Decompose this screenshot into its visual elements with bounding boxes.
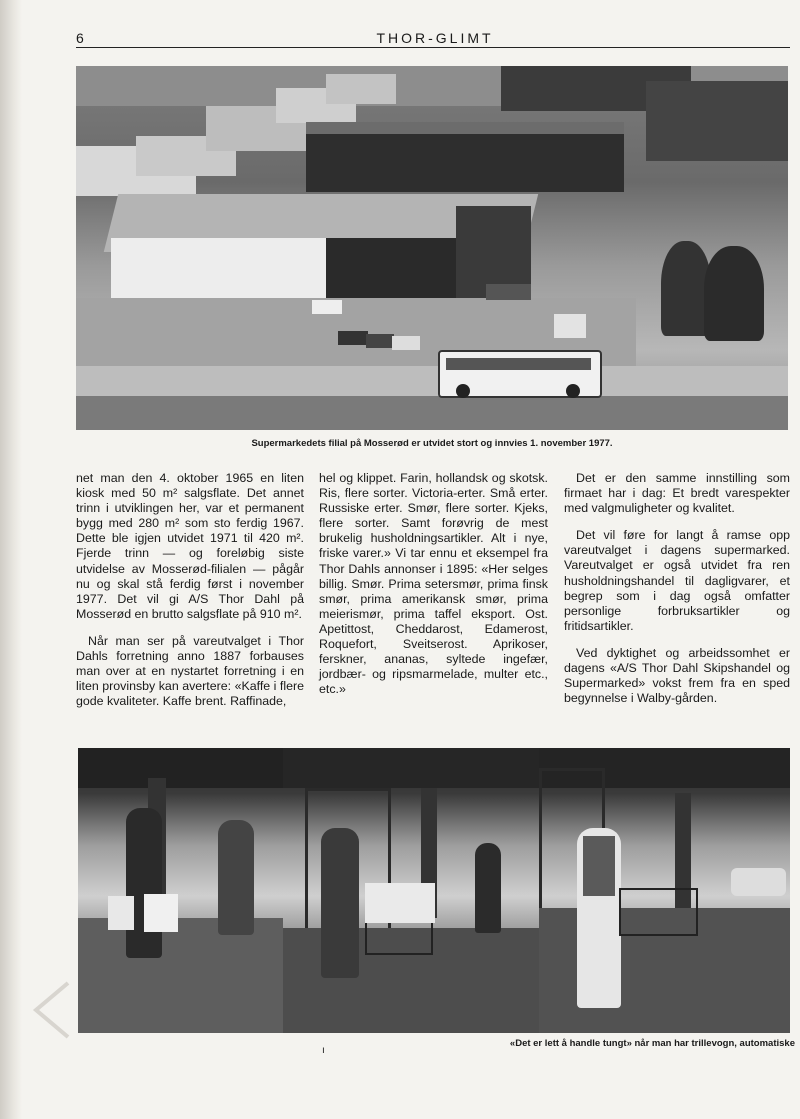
article-column-2 <box>319 471 548 709</box>
supermarket-aerial-photo <box>76 66 788 430</box>
shoppers-photo-left <box>78 748 283 1033</box>
top-photo-caption: Supermarkedets filial på Mosserød er utvidet stort og innvies 1. november 1977. <box>251 438 613 449</box>
article-paragraph: net man den 4. oktober 1965 en liten kiosk med 50 m² salgsflate. Det annet trinn i utviklingen her, var et permanent bygg med 280 m² som sto ferdig 1967. Dette ble igjen utvidet 1971 til 420 m². Fjerde trinn — og foreløbig siste utvidelse av Mosserød-filialen — pågår nu og skal stå ferdig først i november 1977. Det vil gi A/S Thor Dahl på Mosserød en brutto salgsflate på 910 m². <box>76 471 304 621</box>
left-arrow-icon <box>28 975 72 1050</box>
page-number: 6 <box>76 30 84 46</box>
page-binding-shadow <box>0 0 22 1119</box>
shoppers-photo-middle <box>283 748 539 1033</box>
article-paragraph: hel og klippet. Farin, hollandsk og skotsk. Ris, flere sorter. Victoria-erter. Små erter. Russiske erter. Smør, flere sorter. Kjeks, flere sorter. Samt forøvrig de mest brukelig husholdningsartikler. Alt i nye, friske varer.» Vi tar ennu et eksempel fra Thor Dahls annonser i 1895: «Her selges billig. Smør. Prima setersmør, prima finsk smør, prima amerikansk smør, prima meierismør, prima taffel eksport. Ost. Apetittost, Cheddarost, Edamerost, Roquefort, Sveitserost. Aprikoser, ferskner, ananas, syltede ingefær, jordbær- og ripsmarmelade, multer etc., etc.» <box>319 471 548 697</box>
magazine-title: THOR-GLIMT <box>376 30 494 46</box>
article-paragraph: Når man ser på vareutvalget i Thor Dahls forretning anno 1887 forbauses man over at en nystartet forretning i en liten provinsby kan avertere: «Kaffe i flere gode kvaliteter. Kaffe brent. Raffinade, <box>76 633 304 709</box>
shoppers-photo-right <box>539 748 790 1033</box>
article-paragraph: Det vil føre for langt å ramse opp vareutvalget i dagens supermarked. Vareutvalget er også utvidet fra ren husholdningshandel til dagligvarer, et begrep som i dag også omfatter personlige forbruksartikler og fritidsartikler. <box>564 528 790 633</box>
article-column-3 <box>564 471 790 718</box>
article-paragraph: Ved dyktighet og arbeidssomhet er dagens «A/S Thor Dahl Skipshandel og Supermarked» vokst frem fra en sped begynnelse i Walby-gården. <box>564 645 790 706</box>
article-paragraph: Det er den samme innstilling som firmaet har i dag: Et bredt varespekter med valgmuligheter og kvalitet. <box>564 471 790 516</box>
header-rule <box>76 47 790 48</box>
print-mark: ı <box>322 1045 325 1056</box>
article-column-1 <box>76 471 304 721</box>
bottom-photo-caption: «Det er lett å handle tungt» når man har trillevogn, automatiske <box>509 1038 795 1049</box>
